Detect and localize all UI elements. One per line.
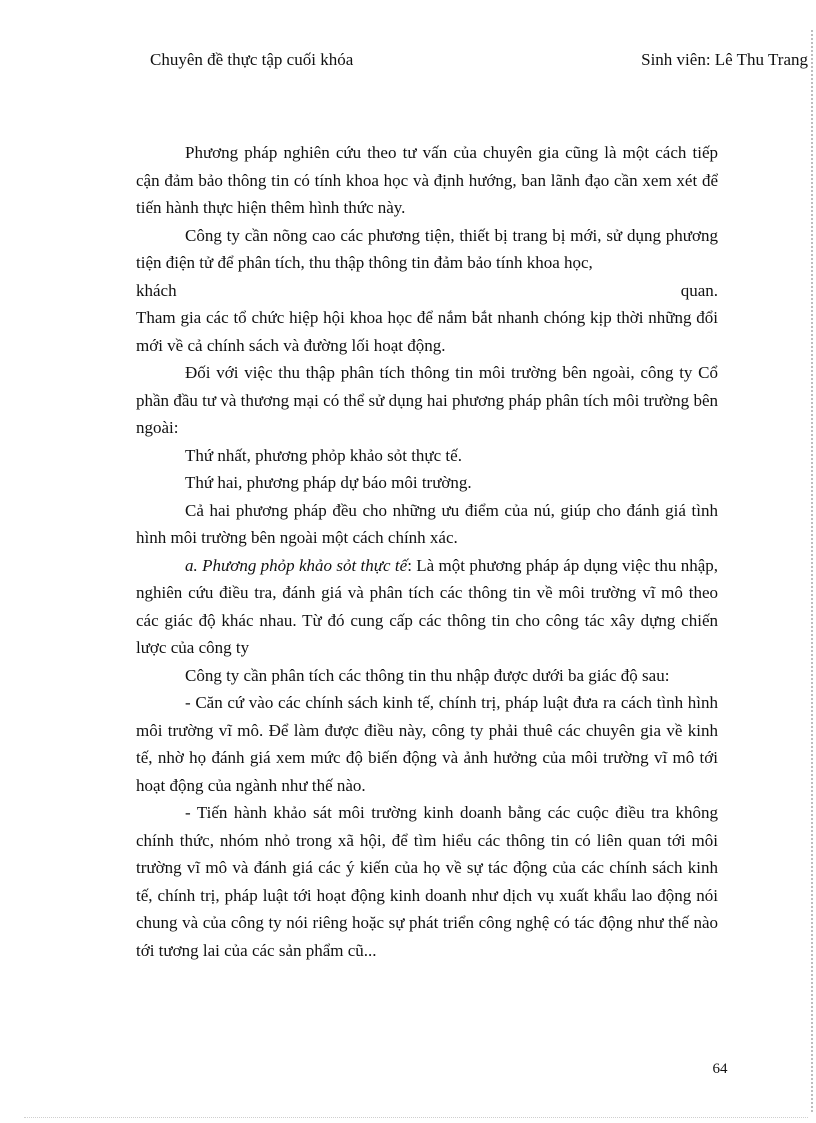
paragraph-method-one: Thứ nhất, phương phỏp khảo sỏt thực tế. bbox=[185, 445, 462, 465]
blank-line bbox=[136, 113, 718, 139]
page-header bbox=[150, 50, 808, 74]
paragraph-external-environment: Đối với việc thu thập phân tích thông tin môi trường bên ngoài, công ty Cổ phần đầu tư và thương mại có thể sử dụng hai phương pháp phân tích môi trường bên ngoài: bbox=[136, 363, 718, 437]
page-number: 64 bbox=[712, 1061, 728, 1077]
field-survey-text: : Là một phương pháp áp dụng việc thu nhập, nghiên cứu điều tra, đánh giá và phân tích các thông tin về môi trường vĩ mô theo các giác độ khác nhau. Từ đó cung cấp các thông tin cho công tác xây dựng chiến lược của công ty bbox=[136, 555, 718, 657]
paragraph-equipment-last-line bbox=[136, 277, 718, 305]
document-body bbox=[136, 113, 718, 964]
paragraph-expert-consulting: Phương pháp nghiên cứu theo tư vấn của chuyên gia cũng là một cách tiếp cận đảm bảo thông tin có tính khoa học và định hướng, ban lãnh đạo cần xem xét để tiến hành thực hiện thêm hình thức này. bbox=[136, 143, 718, 217]
paragraph-equipment: Công ty cần nõng cao các phương tiện, thiết bị trang bị mới, sử dụng phương tiện điện tử để phân tích, thu thập thông tin đảm bảo tính khoa học, bbox=[136, 225, 718, 272]
bottom-margin-rule bbox=[24, 1117, 808, 1118]
header-author: Sinh viên: Lê Thu Trang bbox=[641, 50, 808, 69]
paragraph-three-angles: Công ty cần phân tích các thông tin thu nhập được dưới ba giác độ sau: bbox=[185, 665, 670, 685]
right-margin-rule bbox=[811, 30, 813, 1112]
word-quan: quan. bbox=[680, 280, 718, 300]
paragraph-associations: Tham gia các tổ chức hiệp hội khoa học để nắm bắt nhanh chóng kịp thời những đổi mới về cả chính sách và đường lối hoạt động. bbox=[136, 308, 718, 355]
paragraph-both-methods: Cả hai phương pháp đều cho những ưu điểm của nú, giúp cho đánh giá tình hình môi trường bên ngoài một cách chính xác. bbox=[136, 500, 718, 547]
paragraph-business-survey: - Tiến hành khảo sát môi trường kinh doanh bằng các cuộc điều tra không chính thức, nhóm nhỏ trong xã hội, để tìm hiểu các thông tin có liên quan tới môi trường vĩ mô và đánh giá các ý kiến của họ về sự tác động của các chính sách kinh tế, chính trị, pháp luật tới hoạt động kinh doanh như dịch vụ xuất khẩu lao động nói chung và của công ty nói riêng hoặc sự phát triển công nghệ có tác động như thế nào tới tương lai của các sản phẩm cũ... bbox=[136, 803, 718, 960]
header-title: Chuyên đề thực tập cuối khóa bbox=[150, 50, 354, 69]
paragraph-field-survey bbox=[136, 552, 718, 662]
field-survey-heading: a. Phương phỏp khảo sỏt thực tế bbox=[185, 555, 408, 575]
paragraph-method-two: Thứ hai, phương pháp dự báo môi trường. bbox=[185, 473, 472, 492]
word-khach: khách bbox=[136, 280, 177, 300]
paragraph-policy-basis: - Căn cứ vào các chính sách kinh tế, chính trị, pháp luật đưa ra cách tình hình môi trường vĩ mô. Để làm được điều này, công ty phải thuê các chuyên gia về kinh tế, nhờ họ đánh giá xem mức độ biến động và ảnh hưởng của môi trường vĩ mô tới hoạt động của ngành như thế nào. bbox=[136, 693, 718, 795]
